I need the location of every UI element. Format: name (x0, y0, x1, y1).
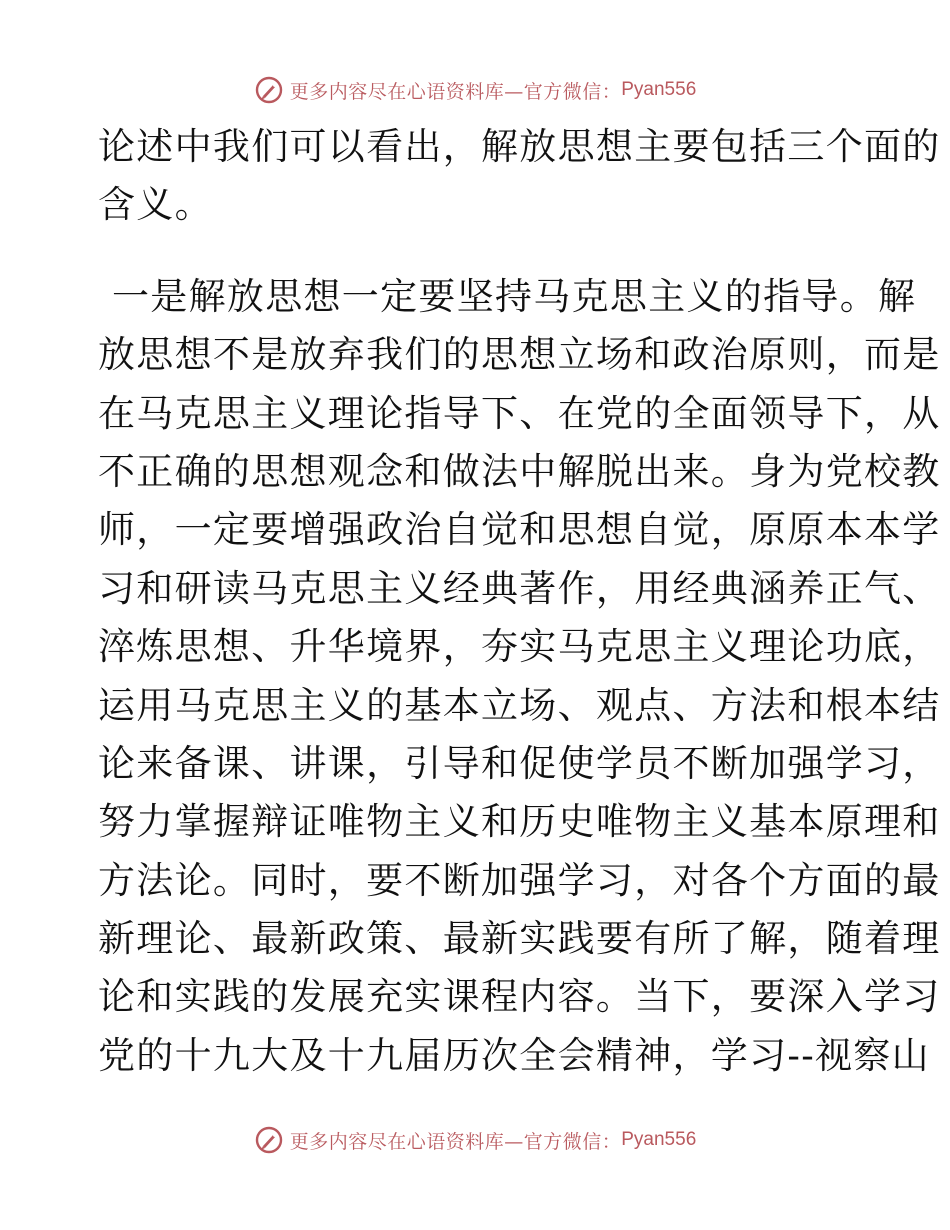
text-line: 论述中我们可以看出，解放思想主要包括三个面的 (98, 125, 941, 168)
text-line: 新理论、最新政策、最新实践要有所了解，随着理 (98, 917, 941, 961)
watermark-wechat-id: Pyan556 (621, 1129, 697, 1150)
text-line: 含义。 (98, 183, 213, 227)
text-line: 论和实践的发展充实课程内容。当下，要深入学习 (98, 975, 941, 1019)
text-line: 一是解放思想一定要坚持马克思主义的指导。解 (112, 274, 917, 318)
watermark-brand: 更多内容尽在心语资料库—官方微信： (289, 80, 622, 103)
text-line: 师，一定要增强政治自觉和思想自觉，原原本本学 (98, 508, 941, 552)
pen-logo-icon (254, 1125, 284, 1155)
text-line: 淬炼思想、升华境界，夯实马克思主义理论功底， (98, 625, 941, 669)
paragraph-1 (98, 118, 941, 235)
text-line: 运用马克思主义的基本立场、观点、方法和根本结 (98, 683, 941, 727)
text-line: 方法论。同时，要不断加强学习，对各个方面的最 (98, 858, 941, 902)
text-line: 在马克思主义理论指导下、在党的全面领导下，从 (98, 391, 941, 435)
footer-watermark (0, 1122, 950, 1158)
watermark-brand: 更多内容尽在心语资料库—官方微信： (289, 1130, 622, 1153)
text-line: 不正确的思想观念和做法中解脱出来。身为党校教 (98, 449, 941, 493)
text-line: 放思想不是放弃我们的思想立场和政治原则，而是 (98, 333, 941, 377)
text-line: 努力掌握辩证唯物主义和历史唯物主义基本原理和 (98, 800, 941, 844)
watermark-wechat-id: Pyan556 (621, 79, 697, 100)
text-line: 习和研读马克思主义经典著作，用经典涵养正气、 (98, 566, 941, 610)
document-body (98, 118, 941, 1085)
paragraph-2 (98, 268, 941, 1085)
pen-logo-icon (254, 75, 284, 105)
text-line: 党的十九大及十九届历次全会精神，学习--视察山 (98, 1033, 930, 1077)
header-watermark (0, 72, 950, 108)
text-line: 论来备课、讲课，引导和促使学员不断加强学习， (98, 741, 941, 785)
